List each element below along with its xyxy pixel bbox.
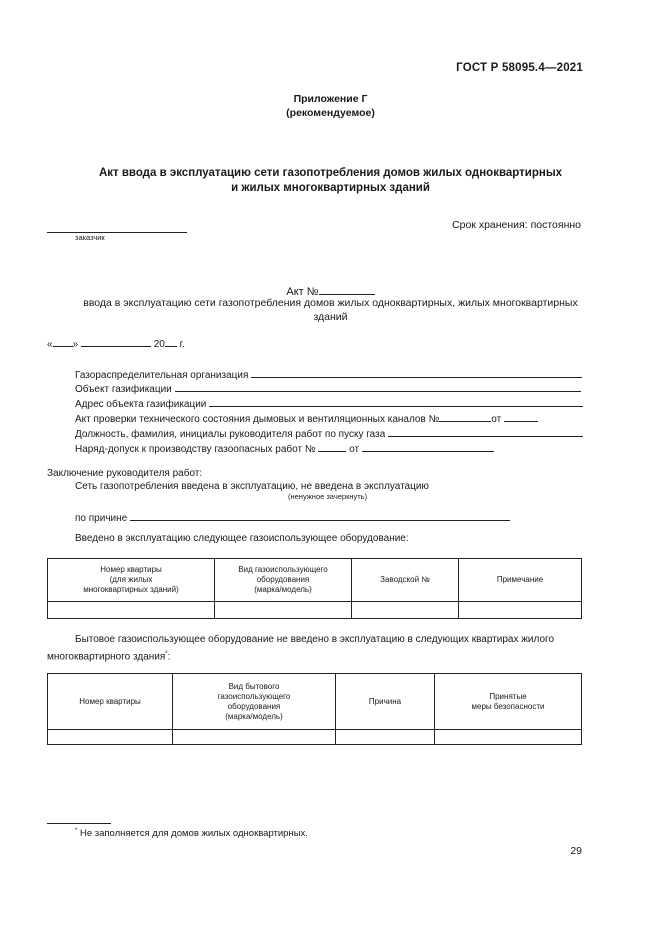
footnote-text: Не заполняется для домов жилых одноквартирных. xyxy=(77,828,308,840)
header-text: Номер квартиры xyxy=(100,565,162,574)
act-subtitle-line2: зданий xyxy=(313,311,348,323)
field-input[interactable] xyxy=(175,381,581,392)
field-label-date: от xyxy=(491,414,504,425)
table-cell[interactable] xyxy=(352,602,459,619)
date-line xyxy=(47,335,185,350)
header-text: газоиспользующего xyxy=(217,691,291,701)
notice-line2: многоквартирного здания xyxy=(47,651,166,663)
field-label: Акт проверки технического состояния дымовых и вентиляционных каналов № xyxy=(75,414,440,425)
header-text: многоквартирных зданий) xyxy=(83,585,179,594)
not-commissioned-table xyxy=(47,673,582,745)
field-input[interactable] xyxy=(251,367,582,378)
field-label-date: от xyxy=(346,444,362,455)
table-cell[interactable] xyxy=(48,730,173,745)
header-apartment-number xyxy=(48,559,215,602)
form-title xyxy=(0,166,661,196)
field-input-number[interactable] xyxy=(439,411,491,422)
header-text: Примечание xyxy=(496,575,544,584)
field-label: Объект газификации xyxy=(75,384,175,395)
equipment-table xyxy=(47,558,582,619)
notice-paragraph xyxy=(47,633,582,664)
table-cell[interactable] xyxy=(459,602,582,619)
field-input-date[interactable] xyxy=(362,441,494,452)
conclusion-text: Сеть газопотребления введена в эксплуатацию, не введена в эксплуатацию xyxy=(75,481,429,492)
header-apartment-number xyxy=(48,674,173,730)
header-text: Принятые xyxy=(489,691,527,701)
header-text: (марка/модель) xyxy=(254,585,312,594)
header-text: (марка/модель) xyxy=(225,711,283,721)
field-input-number[interactable] xyxy=(318,441,346,452)
appendix-title: Приложение Г xyxy=(293,93,368,105)
footnote-divider xyxy=(47,823,111,824)
strike-note: (ненужное зачеркнуть) xyxy=(288,492,368,501)
field-gas-distribution-org xyxy=(75,367,582,381)
header-text: Вид газоиспользующего xyxy=(238,565,328,574)
act-subtitle xyxy=(40,296,621,324)
act-number-label: Акт № xyxy=(286,286,319,298)
field-work-permit xyxy=(75,441,494,455)
header-serial-number xyxy=(352,559,459,602)
date-year-field[interactable] xyxy=(165,335,177,347)
header-text: Заводской № xyxy=(380,575,430,584)
table-header-row xyxy=(48,674,582,730)
field-label: Должность, фамилия, инициалы руководителя работ по пуску газа xyxy=(75,429,389,440)
standard-code: ГОСТ Р 58095.4—2021 xyxy=(456,62,583,74)
footnote xyxy=(75,828,308,839)
conclusion-label: Заключение руководителя работ: xyxy=(47,468,203,479)
act-subtitle-line1: ввода в эксплуатацию сети газопотребления домов жилых одноквартирных, жилых многоквартирных xyxy=(83,297,578,309)
notice-line1: Бытовое газоиспользующее оборудование не введено в эксплуатацию в следующих квартирах жилого xyxy=(75,634,555,645)
customer-label: заказчик xyxy=(75,233,105,242)
table-cell[interactable] xyxy=(336,730,435,745)
field-supervisor xyxy=(75,426,583,440)
field-label: Наряд-допуск к производству газоопасных работ № xyxy=(75,444,319,455)
field-gasification-object xyxy=(75,381,581,395)
customer-field[interactable] xyxy=(47,222,187,233)
date-year-suffix: г. xyxy=(176,339,185,350)
footnote-mark: * xyxy=(75,828,78,834)
appendix-heading xyxy=(0,92,661,120)
table-cell[interactable] xyxy=(215,602,352,619)
page-number: 29 xyxy=(570,845,582,857)
date-close-quote: » xyxy=(72,339,79,350)
equipment-intro: Введено в эксплуатацию следующее газоиспользующее оборудование: xyxy=(75,533,409,544)
table-cell[interactable] xyxy=(48,602,215,619)
field-label: Адрес объекта газификации xyxy=(75,399,210,410)
header-text: (для жилых xyxy=(109,575,153,584)
header-text: оборудования xyxy=(256,575,310,584)
field-input[interactable] xyxy=(209,396,583,407)
date-month-field[interactable] xyxy=(81,335,151,347)
header-text: меры безопасности xyxy=(471,701,545,711)
field-chimney-inspection-act xyxy=(75,411,538,425)
header-text: Номер квартиры xyxy=(79,696,141,706)
table-cell[interactable] xyxy=(173,730,336,745)
table-cell[interactable] xyxy=(435,730,582,745)
act-number-field[interactable] xyxy=(319,283,375,295)
table-header-row xyxy=(48,559,582,602)
form-title-line1: Акт ввода в эксплуатацию сети газопотребления домов жилых одноквартирных xyxy=(98,167,563,179)
header-household-equipment xyxy=(173,674,336,730)
header-text: Причина xyxy=(368,696,402,706)
header-reason xyxy=(336,674,435,730)
header-text: Вид бытового xyxy=(228,681,280,691)
footnote-ref: * xyxy=(165,651,168,657)
date-open-quote: « xyxy=(47,339,53,350)
header-text: оборудования xyxy=(227,701,281,711)
date-day-field[interactable] xyxy=(53,335,73,347)
field-object-address xyxy=(75,396,583,410)
notice-colon: : xyxy=(167,651,171,663)
field-input[interactable] xyxy=(388,426,583,437)
reason-field[interactable] xyxy=(130,509,510,521)
table-row xyxy=(48,730,582,745)
field-input-date[interactable] xyxy=(504,411,538,422)
header-safety-measures xyxy=(435,674,582,730)
storage-term: Срок хранения: постоянно xyxy=(452,219,581,231)
form-title-line2: и жилых многоквартирных зданий xyxy=(231,182,430,194)
date-year-prefix: 20 xyxy=(153,339,165,350)
appendix-subtitle: (рекомендуемое) xyxy=(286,107,375,119)
reason-line xyxy=(75,509,510,524)
table-row xyxy=(48,602,582,619)
reason-label: по причине xyxy=(75,513,130,524)
header-note xyxy=(459,559,582,602)
field-label: Газораспределительная организация xyxy=(75,370,252,381)
header-equipment-type xyxy=(215,559,352,602)
